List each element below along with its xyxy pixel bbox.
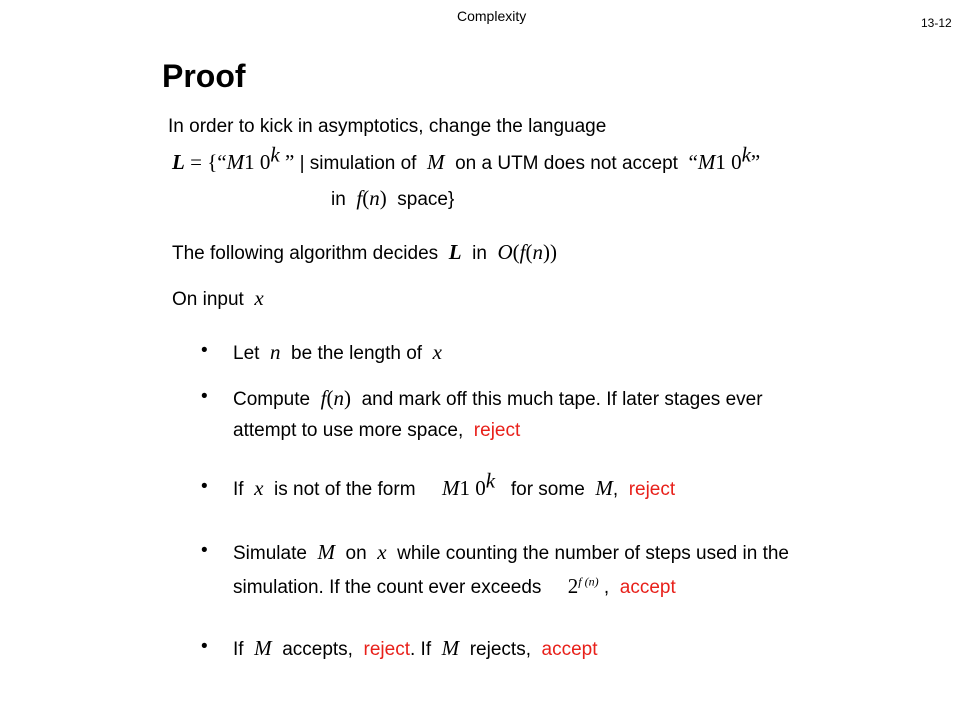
reject-word-b5: reject	[363, 639, 410, 660]
exponent-fn: f (n)	[578, 574, 599, 589]
bar: |	[299, 153, 305, 174]
n-var-b2: n	[333, 386, 345, 410]
bullet-1	[233, 340, 442, 365]
bullet-2-line2	[233, 420, 520, 442]
counting-text: while counting the number of steps used in the	[397, 543, 789, 564]
in-text-2: in	[472, 243, 487, 264]
m-var-b3: M	[595, 476, 613, 500]
f-var: f	[356, 186, 363, 210]
reject-word-b3: reject	[628, 479, 676, 500]
one-zero: 1 0	[244, 150, 271, 174]
space-text: space}	[397, 189, 455, 210]
x-var-b3: x	[254, 476, 264, 500]
simulation-text: simulation of	[309, 153, 417, 174]
simulate-text: Simulate	[233, 543, 307, 564]
length-text: be the length of	[291, 343, 423, 364]
tape-text: and mark off this much tape. If later stages ever	[361, 389, 763, 410]
on-input-text: On input	[172, 289, 244, 310]
in-text: in	[331, 189, 346, 210]
bullet-2: Compute f(n) and mark off this much tape. If later stages ever	[233, 386, 763, 410]
exponent-k-3: k	[741, 142, 751, 167]
x-var: x	[254, 286, 264, 310]
rejects-text: rejects,	[469, 639, 531, 660]
form-text: is not of the form	[274, 479, 416, 500]
more-space-text: attempt to use more space,	[233, 420, 464, 441]
f-var-b2: f	[320, 386, 327, 410]
bullet-dot-2: •	[201, 386, 208, 407]
for-some-text: for some	[510, 479, 585, 500]
machine-var-3: M	[697, 150, 716, 174]
bullet-4-line2	[233, 574, 676, 599]
n-var-2: n	[532, 240, 543, 264]
dot-if-text: . If	[409, 639, 432, 660]
decides-line: The following algorithm decides L in O(f(n))	[172, 240, 557, 264]
accept-word-b4: accept	[619, 577, 676, 598]
on-input-line	[172, 286, 264, 311]
let-text: Let	[233, 343, 260, 364]
exponent-k-b3: k	[485, 468, 496, 493]
f-var-2: f	[519, 240, 526, 264]
one-zero-3: 1 0	[715, 150, 742, 174]
one-zero-b3: 1 0	[459, 476, 486, 500]
machine-var-2: M	[427, 150, 445, 174]
m-var-b5: M	[254, 636, 272, 660]
exceeds-text: simulation. If the count ever exceeds	[233, 577, 542, 598]
open-quote-2: “	[688, 150, 698, 174]
compute-text: Compute	[233, 389, 311, 410]
n-var-b1: n	[269, 340, 281, 364]
machine-var: M	[226, 150, 245, 174]
language-definition	[172, 142, 761, 175]
bullet-dot-5: •	[201, 636, 208, 657]
two-base: 2	[567, 574, 579, 598]
bullet-3	[233, 468, 676, 501]
m-var-b4: M	[317, 540, 335, 564]
accept-word-b5: accept	[541, 639, 598, 660]
bullet-4	[233, 540, 789, 565]
intro-text: In order to kick in asymptotics, change the language	[168, 116, 607, 137]
if-text-b5: If	[233, 639, 244, 660]
close-quote: ”	[284, 150, 295, 174]
language-definition-line2: in f(n) space}	[331, 186, 455, 210]
if-text-b3: If	[233, 479, 244, 500]
big-o: O	[497, 240, 513, 264]
language-symbol-2: L	[448, 240, 462, 264]
n-var: n	[369, 186, 380, 210]
slide-number: 13-12	[921, 16, 952, 30]
on-text-b4: on	[345, 543, 367, 564]
bullet-dot-1: •	[201, 340, 208, 361]
decides-text: The following algorithm decides	[172, 243, 439, 264]
reject-word-b2: reject	[473, 420, 521, 441]
x-var-b4: x	[377, 540, 387, 564]
comma-b4: ,	[603, 577, 610, 598]
header-topic: Complexity	[457, 8, 527, 24]
machine-var-b3: M	[441, 476, 460, 500]
bullet-5	[233, 636, 598, 661]
bullet-dot-3: •	[201, 476, 208, 497]
x-var-b1: x	[432, 340, 442, 364]
set-open: = {“	[190, 150, 227, 174]
close-quote-3: ”	[750, 150, 761, 174]
language-symbol: L	[172, 150, 185, 174]
accepts-text: accepts,	[282, 639, 353, 660]
bullet-dot-4: •	[201, 540, 208, 561]
exponent-k: k	[270, 142, 280, 167]
m-var-b5-2: M	[441, 636, 460, 660]
comma-b3: ,	[612, 479, 619, 500]
utm-text: on a UTM does not accept	[455, 153, 678, 174]
slide-title: Proof	[162, 58, 246, 94]
